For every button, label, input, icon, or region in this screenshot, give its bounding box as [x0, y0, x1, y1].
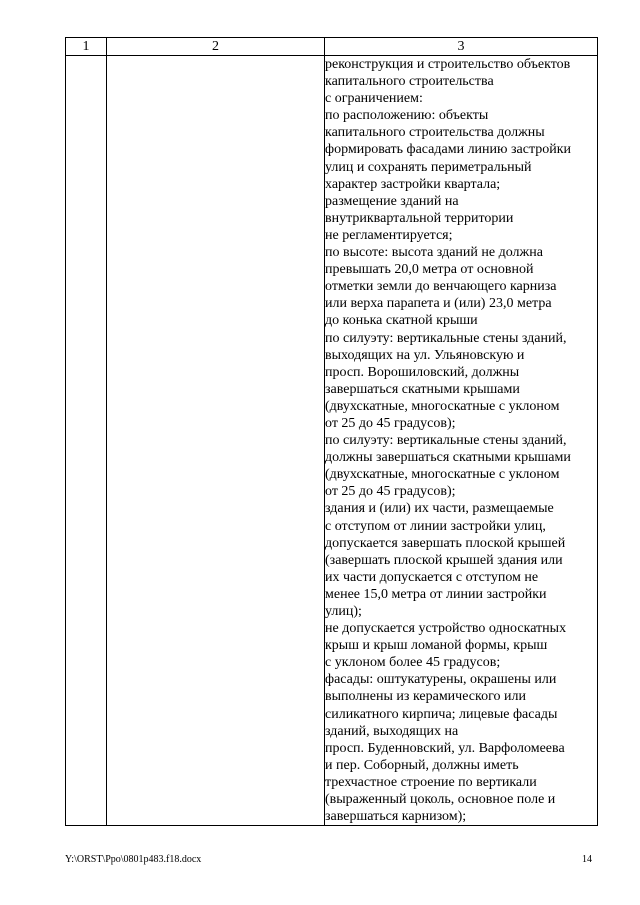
text-line: (завершать плоской крышей здания или [325, 552, 563, 568]
cell-col-1 [66, 56, 107, 826]
text-line: улиц); [325, 604, 362, 619]
text-line: внутриквартальной территории [325, 210, 514, 226]
cell-col-2 [107, 56, 325, 826]
text-line: характер застройки квартала; [325, 176, 501, 192]
document-table [65, 37, 598, 826]
text-line: по расположению: объекты [325, 108, 489, 124]
text-line: по силуэту: вертикальные стены зданий, [325, 433, 567, 449]
text-line: формировать фасадами линию застройки [325, 142, 572, 158]
text-line: отметки земли до венчающего карниза [325, 279, 557, 295]
text-line: не регламентируется; [325, 227, 453, 243]
table-header-row [66, 38, 598, 56]
text-line: и пер. Соборный, должны иметь [325, 757, 519, 773]
text-line: силикатного кирпича; лицевые фасады [325, 706, 558, 722]
text-line: по высоте: высота зданий не должна [325, 245, 543, 261]
text-line: трехчастное строение по вертикали [325, 774, 537, 790]
text-line: не допускается устройство односкатных [325, 621, 567, 637]
text-line: до конька скатной крыши [325, 313, 478, 329]
text-line: зданий, выходящих на [325, 723, 459, 739]
text-line: выходящих на ул. Ульяновскую и [325, 347, 525, 363]
text-line: должны завершаться скатными крышами [325, 450, 571, 466]
text-line: с уклоном более 45 градусов; [325, 655, 501, 671]
text-line: улиц и сохранять периметральный [325, 159, 532, 175]
footer-page-number: 14 [582, 854, 592, 865]
header-col-3: 3 [325, 38, 598, 56]
text-line: (выраженный цоколь, основное поле и [325, 792, 556, 808]
text-line: капитального строительства должны [325, 125, 545, 141]
text-line: превышать 20,0 метра от основной [325, 262, 534, 278]
text-line: по силуэту: вертикальные стены зданий, [325, 330, 567, 346]
text-line: менее 15,0 метра от линии застройки [325, 586, 547, 602]
text-line: завершаться скатными крышами [325, 381, 520, 397]
text-line: капитального строительства [325, 74, 494, 90]
header-col-1: 1 [66, 38, 107, 56]
text-line: от 25 до 45 градусов); [325, 415, 456, 431]
text-line: просп. Буденновский, ул. Варфоломеева [325, 740, 565, 756]
text-line: крыш и крыш ломаной формы, крыш [325, 638, 548, 654]
text-line: реконструкция и строительство объектов [325, 57, 571, 72]
text-line: с ограничением: [325, 91, 423, 107]
text-line: (двухскатные, многоскатные с уклоном [325, 467, 560, 483]
text-line: (двухскатные, многоскатные с уклоном [325, 398, 560, 414]
text-line: размещение зданий на [325, 193, 459, 209]
cell-col-3 [325, 56, 598, 826]
text-line: допускается завершать плоской крышей [325, 535, 566, 551]
table-row [66, 56, 598, 826]
text-line: или верха парапета и (или) 23,0 метра [325, 296, 552, 312]
text-line: здания и (или) их части, размещаемые [325, 501, 554, 517]
text-line: с отступом от линии застройки улиц, [325, 518, 546, 534]
text-line: их части допускается с отступом не [325, 569, 539, 585]
text-line: выполнены из керамического или [325, 689, 526, 705]
header-col-2: 2 [107, 38, 325, 56]
text-line: фасады: оштукатурены, окрашены или [325, 672, 557, 688]
footer-file-path: Y:\ORST\Ppo\0801p483.f18.docx [65, 854, 202, 865]
text-line: от 25 до 45 градусов); [325, 484, 456, 500]
text-line: завершаться карнизом); [325, 809, 467, 825]
text-line: просп. Ворошиловский, должны [325, 364, 520, 380]
